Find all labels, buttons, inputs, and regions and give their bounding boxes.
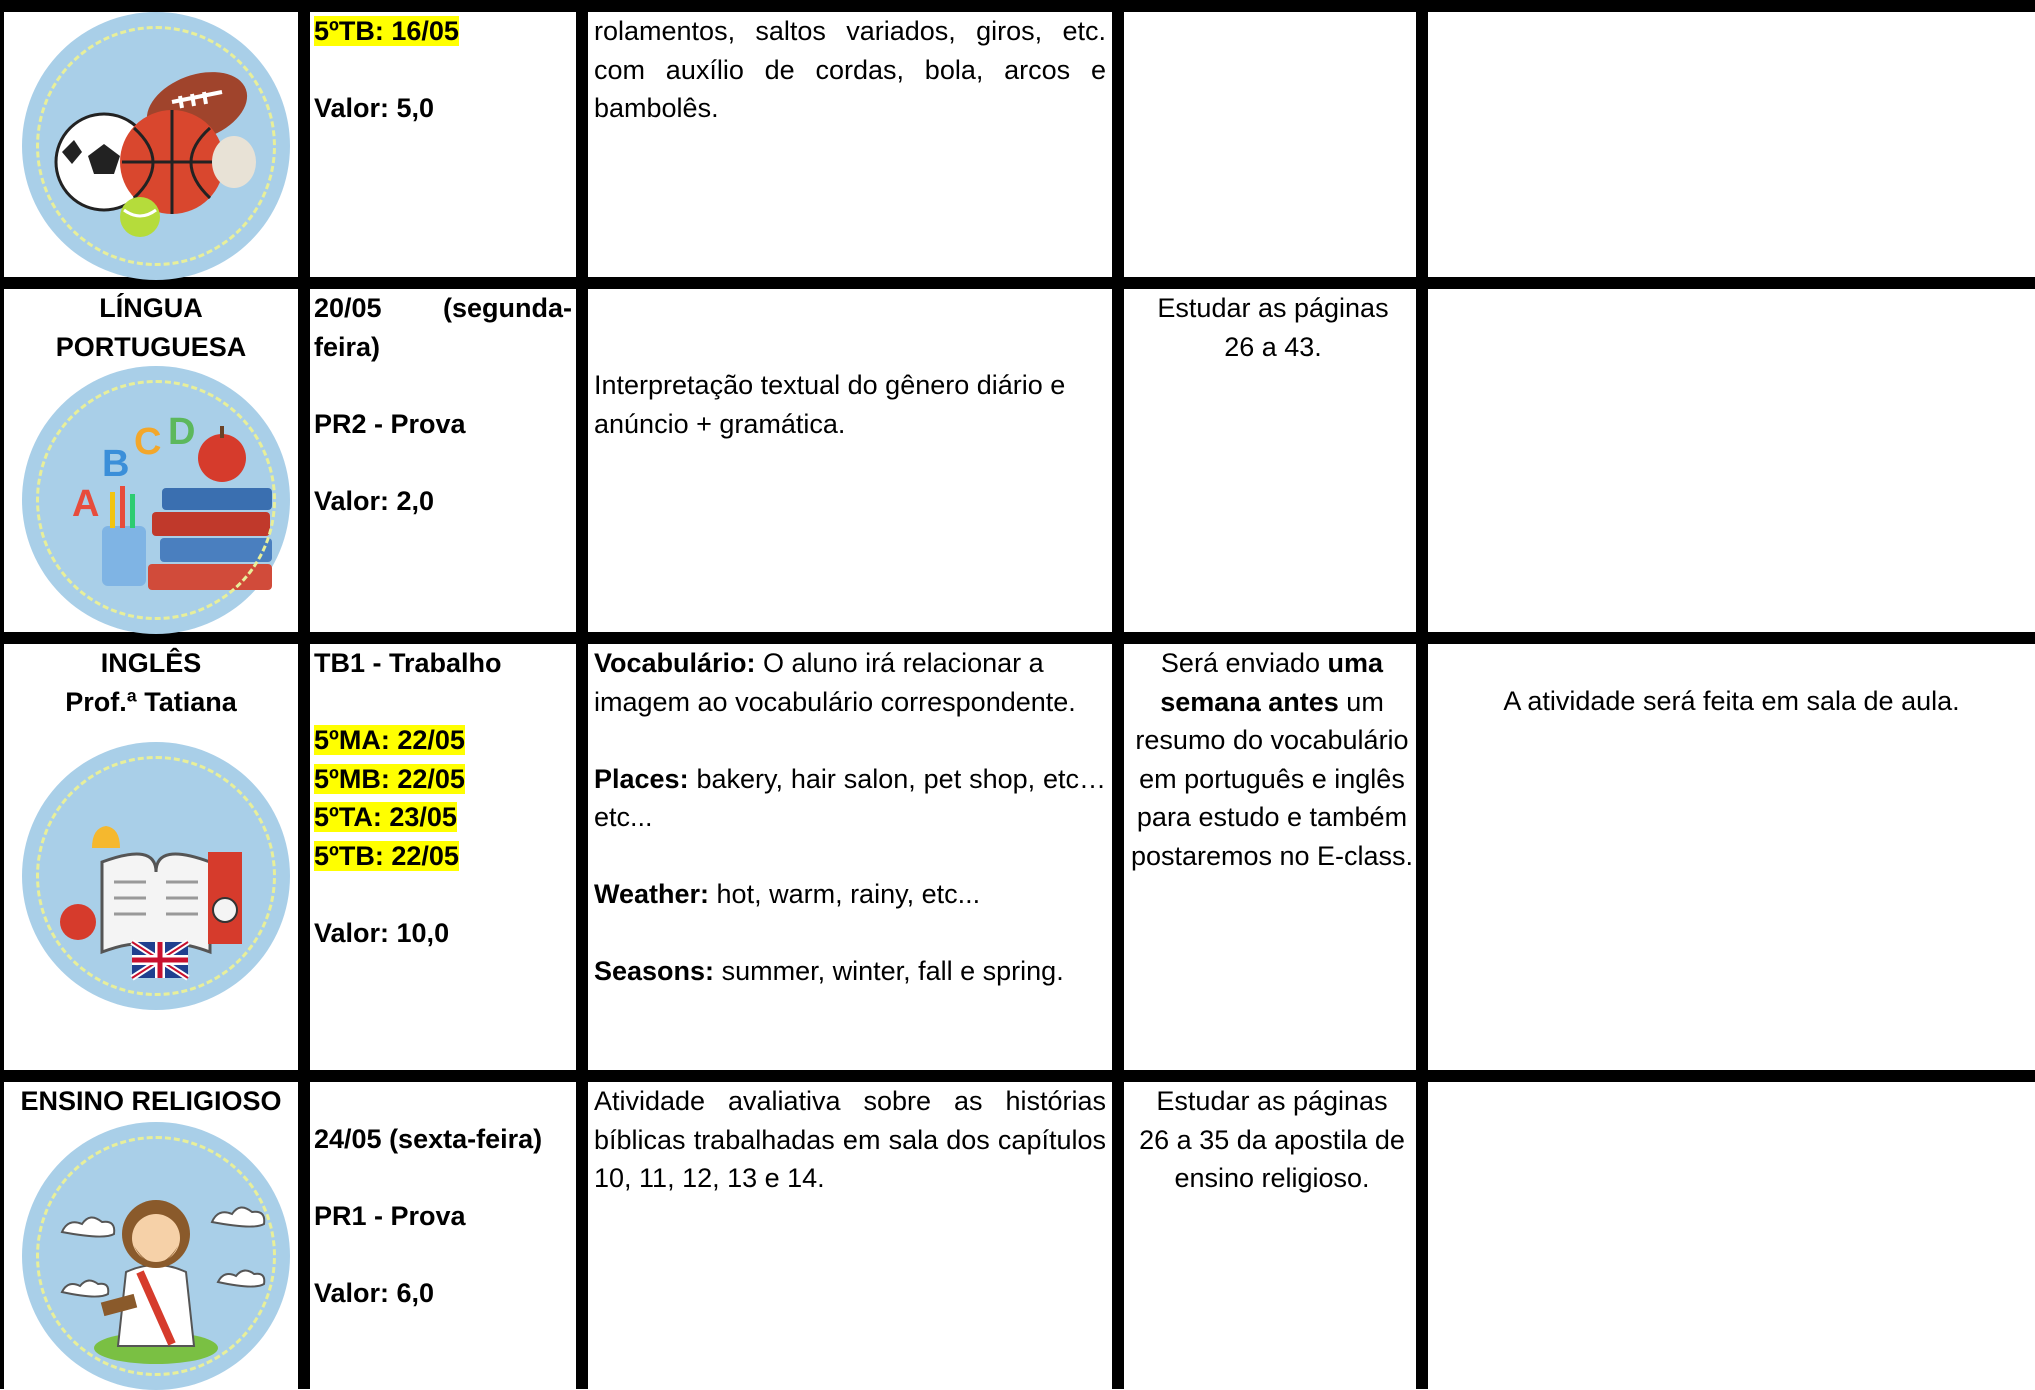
assessment-info <box>312 644 574 952</box>
notes: A atividade será feita em sala de aula. <box>1503 686 1960 716</box>
study-instructions: Será enviado uma semana antes um resumo do vocabulário em português e inglês para estudo e também postaremos no E-class. <box>1130 648 1414 871</box>
assessment-content <box>590 644 1110 991</box>
assessment-date: 24/05 (sexta-feira) <box>314 1124 543 1154</box>
study-instructions: Estudar as páginas 26 a 35 da apostila de ensino religioso. <box>1139 1086 1405 1193</box>
content-item: Vocabulário: O aluno irá relacionar a imagem ao vocabulário correspondente. <box>594 648 1076 717</box>
assessment-dates <box>312 12 574 128</box>
assessment-value: Valor: 5,0 <box>314 93 435 123</box>
assessment-type: TB1 - Trabalho <box>314 648 502 678</box>
class-date: 5ºMB: 22/05 <box>314 763 465 794</box>
row-divider <box>0 632 2035 644</box>
class-date: 5ºMA: 22/05 <box>314 725 465 755</box>
assessment-content: Atividade avaliativa sobre as histórias bíblicas trabalhadas em sala dos capítulos 10, 11, 12, 13 e 14. <box>594 1086 1106 1193</box>
books-abc-apple-icon <box>22 366 290 634</box>
study-instructions: Estudar as páginas 26 a 43. <box>1157 293 1389 362</box>
subject-name: ENSINO RELIGIOSO <box>20 1086 282 1116</box>
table-border-top <box>0 0 2035 12</box>
column-divider <box>576 0 588 1389</box>
column-divider <box>298 0 310 1389</box>
assessment-info <box>312 289 574 520</box>
assessment-type: PR2 - Prova <box>314 408 466 439</box>
subject-name: LÍNGUA PORTUGUESA <box>55 293 247 362</box>
class-date: 5ºTB: 16/05 <box>314 16 459 46</box>
subject-name: INGLÊS Prof.ª Tatiana <box>65 648 237 717</box>
assessment-content: rolamentos, saltos variados, giros, etc. com auxílio de cordas, bola, arcos e bambolês. <box>594 16 1106 123</box>
english-book-icon <box>22 742 290 1010</box>
assessment-value: Valor: 6,0 <box>314 1278 435 1308</box>
assessment-content: Interpretação textual do gênero diário e anúncio + gramática. <box>594 370 1066 439</box>
class-date: 5ºTA: 23/05 <box>314 802 457 832</box>
svg-text:D: D <box>168 411 196 453</box>
content-item: Places: bakery, hair salon, pet shop, etc… etc... <box>594 763 1106 832</box>
column-divider <box>1416 0 1428 1389</box>
assessment-info <box>312 1120 574 1313</box>
row-divider <box>0 1070 2035 1082</box>
row-divider <box>0 277 2035 289</box>
svg-text:B: B <box>102 443 130 485</box>
assessment-value: Valor: 2,0 <box>314 485 435 516</box>
assessment-value: Valor: 10,0 <box>314 917 450 948</box>
svg-text:A: A <box>72 483 100 525</box>
svg-text:C: C <box>134 421 162 463</box>
content-item: Seasons: summer, winter, fall e spring. <box>594 956 1064 986</box>
column-divider <box>1112 0 1124 1389</box>
assessment-type: PR1 - Prova <box>314 1201 466 1231</box>
sports-balls-icon <box>22 12 290 280</box>
jesus-cartoon-icon <box>22 1122 290 1390</box>
assessment-date: 20/05 (segunda-feira) <box>314 293 572 362</box>
class-date: 5ºTB: 22/05 <box>314 840 459 871</box>
content-item: Weather: hot, warm, rainy, etc... <box>594 879 981 909</box>
